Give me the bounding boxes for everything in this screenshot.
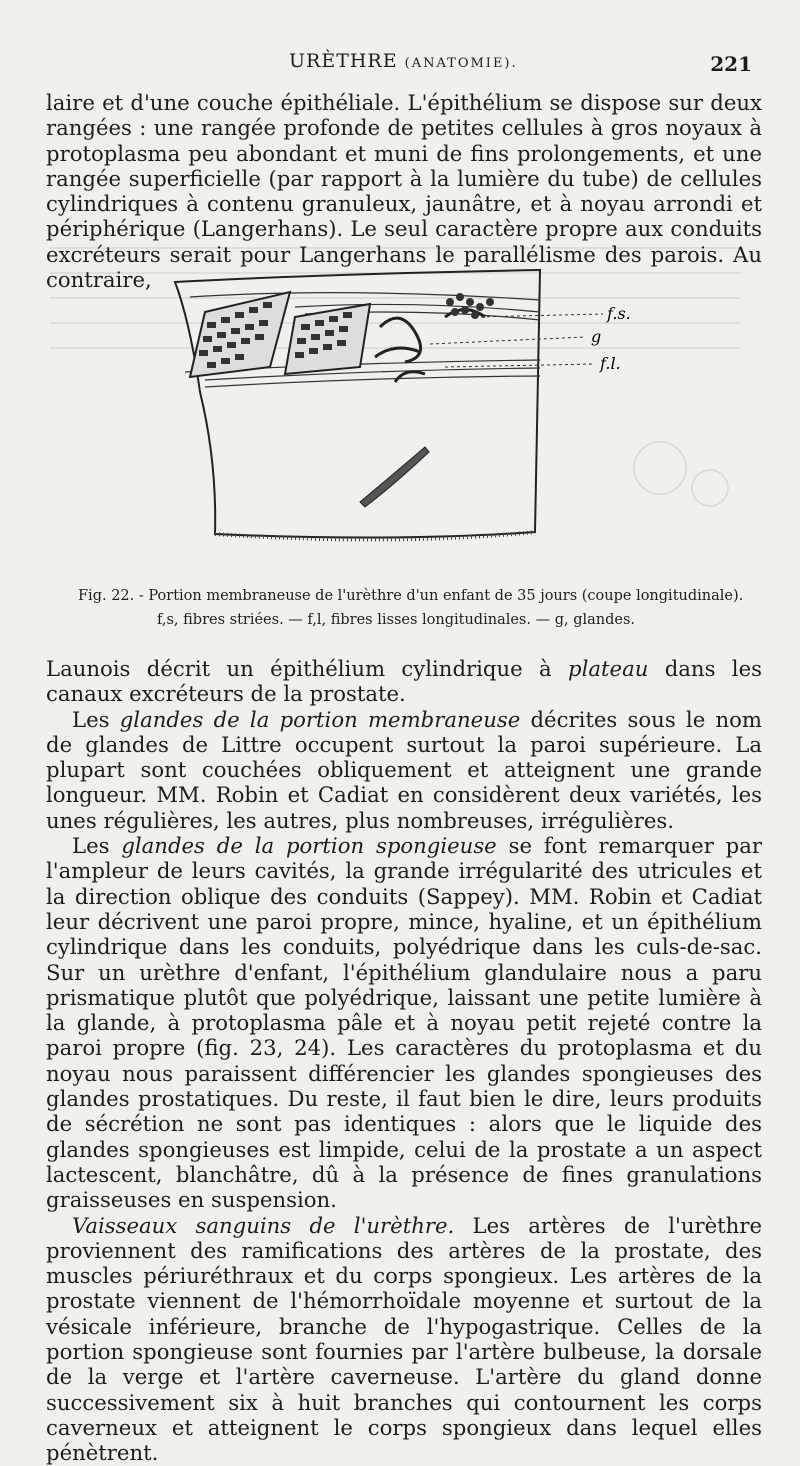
- header-title: URÈTHRE: [289, 50, 398, 72]
- running-title: [289, 50, 518, 72]
- vessel-section: [360, 447, 429, 507]
- paragraph-vaisseaux: Vaisseaux sanguins de l'urèthre. Les artères de l'urèthre proviennent des ramifications des artères de la prostate, des muscles périuréthraux et du corps spongieux. Les artères de la prostate viennent de l'hémorrhoïdale moyenne et surtout de la vésicale inférieure, branche de l'hypogastrique. Celles de la portion spongieuse sont fournies par l'artère bulbeuse, la dorsale de la verge et l'artère caverneuse. L'artère du gland donne successivement six à huit branches qui contournent les corps caverneux et atteignent le corps spongieux dans lequel elles pénètrent.: [46, 1212, 762, 1466]
- figure-22: [145, 262, 745, 562]
- paragraph-epithelium: laire et d'une couche épithéliale. L'épithélium se dispose sur deux rangées : une rangée profonde de petites cellules à gros noyaux à protoplasma peu abondant et muni de fins prolongements, et une rangée superficielle (par rapport à la lumière du tube) de cellules cylindriques à contenu granuleux, jaunâtre, et à noyau arrondi et périphérique (Langerhans). Le seul caractère propre aux conduits excréteurs serait pour Langerhans le parallélisme des parois. Au contraire,: [46, 90, 762, 293]
- caption-line-1: Fig. 22. - Portion membraneuse de l'urèthre d'un enfant de 35 jours (coupe longitudinale).: [78, 588, 744, 604]
- label-g: g: [591, 327, 602, 346]
- leader-lines: [430, 314, 603, 367]
- paragraph-launois: Launois décrit un épithélium cylindrique à plateau dans les canaux excréteurs de la prostate.: [46, 656, 763, 707]
- running-header: [44, 50, 756, 80]
- label-fs: f.s.: [607, 304, 631, 323]
- histology-drawing: [145, 262, 745, 562]
- figure-caption: [78, 584, 758, 632]
- header-subtitle: (ANATOMIE).: [404, 56, 518, 71]
- paragraph-glandes-membraneuse: Les glandes de la portion membraneuse décrites sous le nom de glandes de Littre occupent surtout la paroi supérieure. La plupart sont couchées obliquement et atteignent une grande longueur. MM. Robin et Cadiat en considèrent deux variétés, les unes régulières, les autres, plus nombreuses, irrégulières.: [46, 706, 762, 833]
- caption-line-2: f,s, fibres striées. — f,l, fibres lisses longitudinales. — g, glandes.: [157, 612, 636, 628]
- page-number: 221: [710, 52, 752, 76]
- label-fl: f.l.: [600, 354, 621, 373]
- paragraph-glandes-spongieuse: Les glandes de la portion spongieuse se font remarquer par l'ampleur de leurs cavités, la grande irrégularité des utricules et la direction oblique des conduits (Sappey). MM. Robin et Cadiat leur décrivent une paroi propre, mince, hyaline, et un épithélium cylindrique dans les conduits, polyédrique dans les culs-de-sac. Sur un urèthre d'enfant, l'épithélium glandulaire nous a paru prismatique plutôt que polyédrique, laissant une petite lumière à la glande, à protoplasma pâle et à noyau petit rejeté contre la paroi propre (fig. 23, 24). Les caractères du protoplasma et du noyau nous paraissent différencier les glandes spongieuses des glandes prostatiques. Du reste, il faut bien le dire, leurs produits de sécrétion ne sont pas identiques : alors que le liquide des glandes spongieuses est limpide, celui de la prostate a un aspect lactescent, blanchâtre, dû à la présence de fines granulations graisseuses en suspension.: [46, 833, 763, 1213]
- text-bottom: [46, 656, 762, 1466]
